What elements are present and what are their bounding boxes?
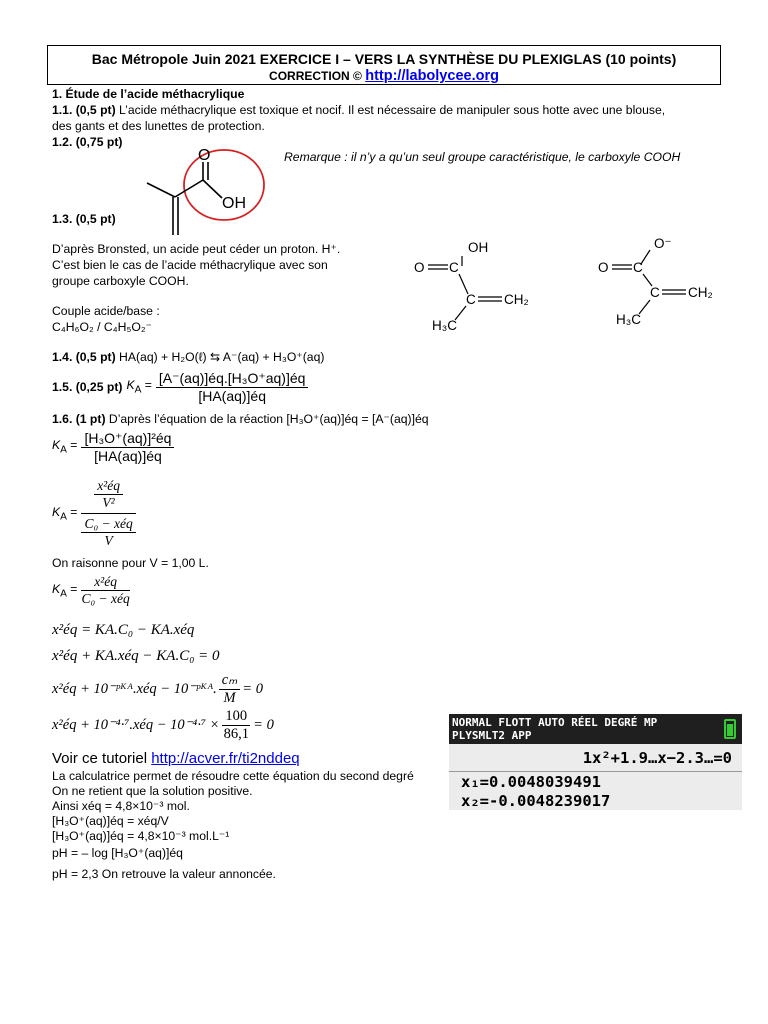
base-h3c-label: H₃C xyxy=(616,312,641,327)
ka-fraction-1 xyxy=(81,430,174,464)
ka-eq: = xyxy=(66,438,78,453)
couple-value: C₄H₆O₂ / C₄H₅O₂⁻ xyxy=(52,320,152,334)
battery-icon xyxy=(724,719,736,739)
equation-3 xyxy=(52,672,263,707)
correction-label: CORRECTION © xyxy=(269,69,362,83)
methacrylic-acid-structure xyxy=(140,140,275,240)
q11-text: L’acide méthacrylique est toxique et nocif. Il est nécessaire de manipuler sous hotte avec une blouse, xyxy=(115,103,666,117)
calc-line: La calculatrice permet de résoudre cette équation du second degré xyxy=(52,769,414,783)
ka-sub: A xyxy=(134,384,142,396)
bronsted-line2: C’est bien le cas de l’acide méthacrylique avec son xyxy=(52,258,328,272)
header-box xyxy=(47,45,721,85)
eq3-fraction xyxy=(219,672,240,707)
labolycee-link[interactable]: http://labolycee.org xyxy=(365,68,499,84)
volume-line: On raisonne pour V = 1,00 L. xyxy=(52,556,209,570)
q16-line xyxy=(52,412,429,426)
couple-label: Couple acide/base : xyxy=(52,304,160,318)
q12-label: 1.2. (0,75 pt) xyxy=(52,135,123,149)
q11-line xyxy=(52,103,665,117)
equation-4 xyxy=(52,708,274,743)
q15-denominator: [HA(aq)]éq xyxy=(198,388,267,404)
eq3-numerator: cₘ xyxy=(219,672,240,690)
eq4-right: = 0 xyxy=(253,717,274,733)
base-oneg-label: O⁻ xyxy=(654,236,672,251)
ka-expression-1 xyxy=(52,430,174,464)
eq3-right: = 0 xyxy=(242,681,263,697)
ka-eq: = xyxy=(66,504,78,519)
q11-label: 1.1. (0,5 pt) xyxy=(52,103,116,117)
oh-label: OH xyxy=(222,195,246,212)
exercise-title: Bac Métropole Juin 2021 EXERCICE I – VERS LA SYNTHÈSE DU PLEXIGLAS (10 points) xyxy=(91,51,677,67)
conc-line1: [H₃O⁺(aq)]éq = xéq/V xyxy=(52,814,169,828)
acid-o-label: O xyxy=(414,260,425,275)
acid-form-structure xyxy=(410,234,550,334)
q15-fraction xyxy=(156,370,309,404)
ka2-numerator xyxy=(81,478,135,514)
c0-minus-x: C₀ − xéq xyxy=(81,516,135,533)
acid-oh-label: OH xyxy=(468,240,489,255)
q15-ka xyxy=(126,378,151,395)
tutorial-text: Voir ce tutoriel xyxy=(52,750,152,767)
bronsted-line1: D’après Bronsted, un acide peut céder un proton. H⁺. xyxy=(52,242,341,256)
eq4-left: x²éq + 10⁻⁴·⁷.xéq − 10⁻⁴·⁷ × xyxy=(52,717,220,733)
positive-line: On ne retient que la solution positive. xyxy=(52,784,253,798)
ka-sub: A xyxy=(60,511,67,523)
eq4-denominator: 86,1 xyxy=(223,726,249,742)
acid-c1-label: C xyxy=(449,260,459,275)
equation-2: x²éq + KA.xéq − KA.C₀ = 0 xyxy=(52,648,220,664)
x-line: Ainsi xéq = 4,8×10⁻³ mol. xyxy=(52,799,190,813)
ka-expression-2 xyxy=(52,478,136,549)
ph-line2: pH = 2,3 On retrouve la valeur annoncée. xyxy=(52,867,276,881)
calculator-equation: 1x²+1.9…x−2.3…=0 xyxy=(582,749,732,767)
calculator-status2: PLYSMLT2 APP xyxy=(452,729,532,742)
q13-label: 1.3. (0,5 pt) xyxy=(52,212,116,226)
calculator-status-bar xyxy=(449,714,742,744)
v: V xyxy=(104,533,113,548)
eq3-left: x²éq + 10⁻ᵖᴷᴬ.xéq − 10⁻ᵖᴷᴬ. xyxy=(52,681,217,697)
base-form-structure xyxy=(594,234,744,334)
section-heading: 1. Étude de l’acide méthacrylique xyxy=(52,87,245,101)
eq4-fraction xyxy=(222,708,250,743)
q16-text: D’après l’équation de la réaction [H₃O⁺(aq)]éq = [A⁻(aq)]éq xyxy=(105,412,429,426)
acid-c2-label: C xyxy=(466,292,476,307)
base-c2-label: C xyxy=(650,285,660,300)
oxygen-label: O xyxy=(198,147,211,164)
tutorial-link[interactable]: http://acver.fr/ti2nddeq xyxy=(151,750,300,767)
q15-label: 1.5. (0,25 pt) xyxy=(52,380,123,394)
calculator-x2: x₂=-0.0048239017 xyxy=(461,792,611,810)
q14-label: 1.4. (0,5 pt) xyxy=(52,350,116,364)
correction-line xyxy=(48,68,720,84)
q16-label: 1.6. (1 pt) xyxy=(52,412,106,426)
ph-line1: pH = – log [H₃O⁺(aq)]éq xyxy=(52,846,183,860)
q12-remark: Remarque : il n’y a qu’un seul groupe caractéristique, le carboxyle COOH xyxy=(284,150,681,164)
acid-ch2-label: CH₂ xyxy=(504,292,529,307)
ka3-numerator: x²éq xyxy=(81,574,129,591)
acid-h3c-label: H₃C xyxy=(432,318,457,333)
calculator-status1: NORMAL FLOTT AUTO RÉEL DEGRÉ MP xyxy=(452,716,658,729)
base-ch2-label: CH₂ xyxy=(688,285,713,300)
q15-line xyxy=(52,370,308,404)
q14-equation: HA(aq) + H₂O(ℓ) ⇆ A⁻(aq) + H₃O⁺(aq) xyxy=(115,350,325,364)
bronsted-line3: groupe carboxyle COOH. xyxy=(52,274,189,288)
ka3-denominator: C₀ − xéq xyxy=(81,591,130,606)
q15-numerator: [A⁻(aq)]éq.[H₃O⁺aq)]éq xyxy=(156,370,309,388)
q14-line xyxy=(52,350,324,364)
ka-symbol: K xyxy=(52,581,61,596)
q11-text2: des gants et des lunettes de protection. xyxy=(52,119,265,133)
tutorial-line xyxy=(52,750,300,767)
eq4-numerator: 100 xyxy=(222,708,250,726)
base-o-label: O xyxy=(598,260,609,275)
ka1-denominator: [HA(aq)]éq xyxy=(94,448,162,464)
ka-symbol: K xyxy=(126,378,135,393)
conc-line2: [H₃O⁺(aq)]éq = 4,8×10⁻³ mol.L⁻¹ xyxy=(52,829,230,843)
calculator-x1: x₁=0.0048039491 xyxy=(461,773,601,791)
ka-symbol: K xyxy=(52,504,61,519)
ka1-numerator: [H₃O⁺(aq)]²éq xyxy=(81,430,174,448)
ka-eq: = xyxy=(66,581,78,596)
ka-fraction-3 xyxy=(81,574,129,607)
ka2-denominator xyxy=(81,514,135,549)
ka-symbol: K xyxy=(52,438,61,453)
eq3-denominator: M xyxy=(223,690,236,706)
base-c1-label: C xyxy=(633,260,643,275)
ka-sub: A xyxy=(60,444,67,456)
v2: V² xyxy=(102,495,115,510)
calculator-screen xyxy=(449,714,742,810)
ka-fraction-2 xyxy=(81,478,135,549)
equation-1: x²éq = KA.C₀ − KA.xéq xyxy=(52,622,195,638)
ka-expression-3 xyxy=(52,574,130,607)
ka-eq: = xyxy=(141,378,152,393)
xeq2: x²éq xyxy=(94,478,123,495)
ka-sub: A xyxy=(60,588,67,600)
